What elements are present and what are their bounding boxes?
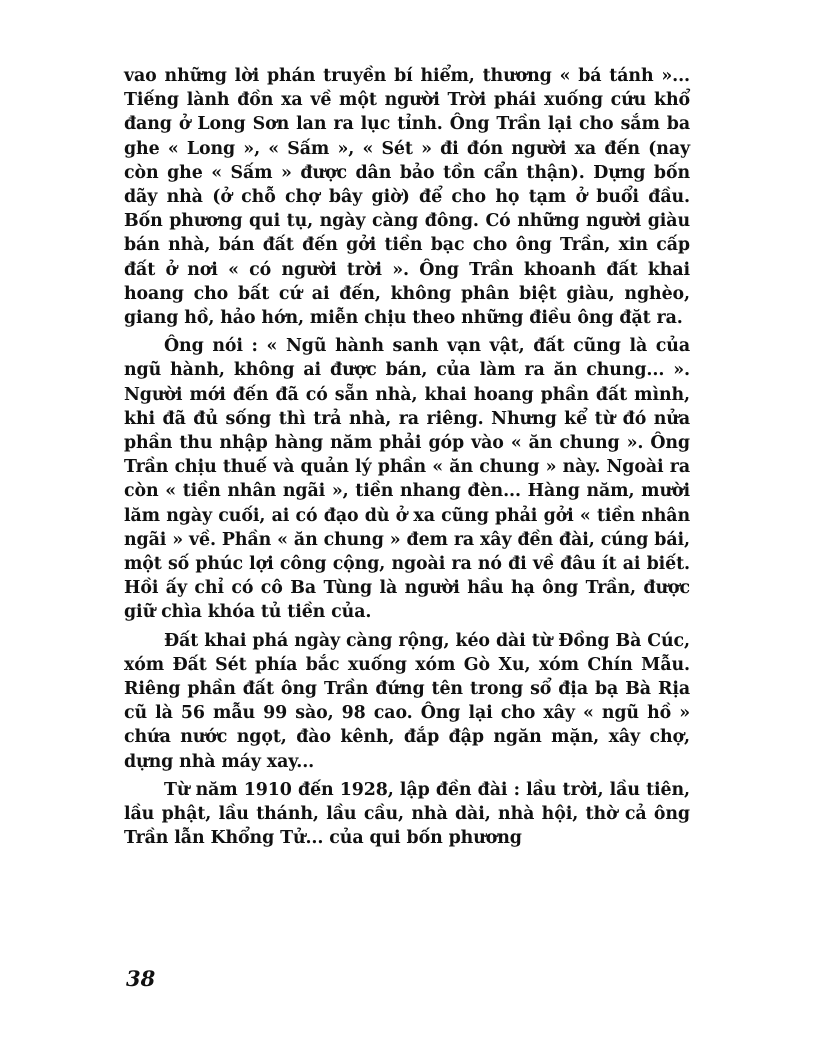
paragraph-1: vao những lời phán truyền bí hiểm, thương « bá tánh »... Tiếng lành đồn xa về một người Trời phái xuống cứu khổ đang ở Long Sơn lan ra lục tỉnh. Ông Trần lại cho sắm ba ghe « Long », « Sấm », « Sét » đi đón người xa đến (nay còn ghe « Sấm » được dân bảo tồn cẩn thận). Dựng bốn dãy nhà (ở chỗ chợ bây giờ) để cho họ tạm ở buổi đầu. Bốn phương qui tụ, ngày càng đông. Có những người giàu bán nhà, bán đất đến gởi tiền bạc cho ông Trần, xin cấp đất ở nơi « có người trời ». Ông Trần khoanh đất khai hoang cho bất cứ ai đến, không phân biệt giàu, nghèo, giang hồ, hảo hớn, miễn chịu theo những điều ông đặt ra. bbox=[124, 66, 690, 329]
paragraph-3: Đất khai phá ngày càng rộng, kéo dài từ Đồng Bà Cúc, xóm Đất Sét phía bắc xuống xóm Gò Xu, xóm Chín Mẫu. Riêng phần đất ông Trần đứng tên trong sổ địa bạ Bà Rịa cũ là 56 mẫu 99 sào, 98 cao. Ông lại cho xây « ngũ hồ » chứa nước ngọt, đào kênh, đắp đập ngăn mặn, xây chợ, dựng nhà máy xay... bbox=[124, 630, 690, 772]
paragraph-2: Ông nói : « Ngũ hành sanh vạn vật, đất cũng là của ngũ hành, không ai được bán, của làm ra ăn chung... ». Người mới đến đã có sẵn nhà, khai hoang phần đất mình, khi đã đủ sống thì trả nhà, ra riêng. Nhưng kể từ đó nửa phần thu nhập hàng năm phải góp vào « ăn chung ». Ông Trần chịu thuế và quản lý phần « ăn chung » này. Ngoài ra còn « tiền nhân ngãi », tiền nhang đèn... Hàng năm, mười lăm ngày cuối, ai có đạo dù ở xa cũng phải gởi « tiền nhân ngãi » về. Phần « ăn chung » đem ra xây đền đài, cúng bái, một số phúc lợi công cộng, ngoài ra nó đi về đâu ít ai biết. Hồi ấy chỉ có cô Ba Tùng là người hầu hạ ông Trần, được giữ chìa khóa tủ tiền của. bbox=[124, 336, 690, 623]
body-text bbox=[124, 64, 690, 851]
page-number: 38 bbox=[126, 966, 156, 991]
paragraph-4: Từ năm 1910 đến 1928, lập đền đài : lầu trời, lầu tiên, lầu phật, lầu thánh, lầu cầu, nhà dài, nhà hội, thờ cả ông Trần lẫn Khổng Tử... của qui bốn phương bbox=[124, 779, 690, 849]
